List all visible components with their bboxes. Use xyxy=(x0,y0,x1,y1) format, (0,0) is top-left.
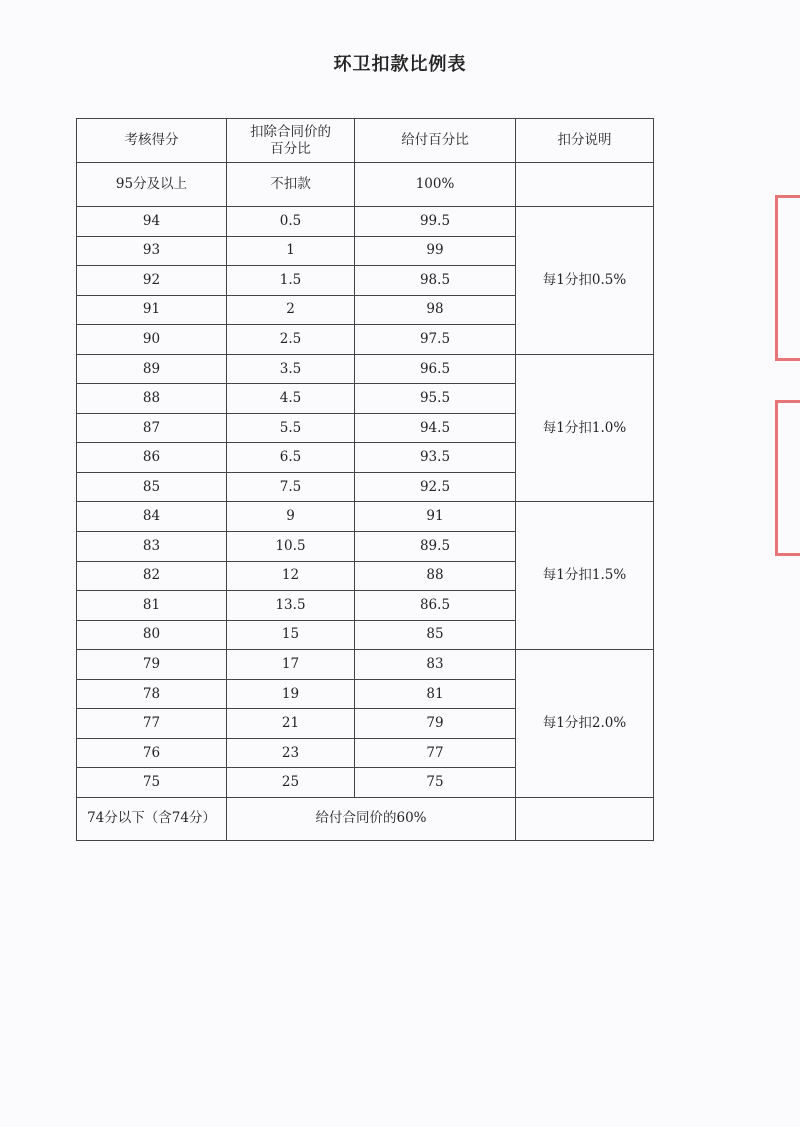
note-cell: 每1分扣1.5% xyxy=(516,502,654,650)
score-text: 74分以下（含74分） xyxy=(87,810,216,827)
pay-cell: 94.5 xyxy=(355,413,516,443)
note-cell: 每1分扣0.5% xyxy=(516,207,654,355)
pay-cell: 77 xyxy=(355,738,516,768)
score-cell: 79 xyxy=(77,650,227,680)
header-pay: 给付百分比 xyxy=(355,119,516,163)
score-cell: 86 xyxy=(77,443,227,473)
pay-cell: 99.5 xyxy=(355,207,516,237)
table-row xyxy=(77,650,654,680)
header-deduct xyxy=(227,119,355,163)
pay-cell: 89.5 xyxy=(355,532,516,562)
header-deduct-text: 扣除合同价的百分比 xyxy=(250,123,331,157)
deduct-cell: 17 xyxy=(227,650,355,680)
red-seal-fragment xyxy=(775,195,800,361)
pay-cell: 83 xyxy=(355,650,516,680)
pay-cell: 92.5 xyxy=(355,472,516,502)
red-seal-fragment xyxy=(775,400,800,556)
deduct-cell: 4.5 xyxy=(227,384,355,414)
deduct-cell: 1.5 xyxy=(227,266,355,296)
deduct-cell: 23 xyxy=(227,738,355,768)
header-score: 考核得分 xyxy=(77,119,227,163)
deduct-cell: 不扣款 xyxy=(227,163,355,207)
deduct-cell: 7.5 xyxy=(227,472,355,502)
pay-cell: 96.5 xyxy=(355,354,516,384)
score-cell: 91 xyxy=(77,295,227,325)
score-cell: 80 xyxy=(77,620,227,650)
pay-cell: 93.5 xyxy=(355,443,516,473)
deduct-cell: 10.5 xyxy=(227,532,355,562)
pay-cell: 97.5 xyxy=(355,325,516,355)
header-note: 扣分说明 xyxy=(516,119,654,163)
pay-cell: 99 xyxy=(355,236,516,266)
score-cell: 83 xyxy=(77,532,227,562)
score-cell: 92 xyxy=(77,266,227,296)
pay-cell: 86.5 xyxy=(355,591,516,621)
deduct-cell: 15 xyxy=(227,620,355,650)
table-row xyxy=(77,502,654,532)
pay-cell: 88 xyxy=(355,561,516,591)
pay-cell: 91 xyxy=(355,502,516,532)
pay-cell: 79 xyxy=(355,709,516,739)
pay-cell: 100% xyxy=(355,163,516,207)
pay-cell: 85 xyxy=(355,620,516,650)
pay-cell: 81 xyxy=(355,679,516,709)
score-cell: 75 xyxy=(77,768,227,798)
score-cell: 85 xyxy=(77,472,227,502)
pay-cell: 75 xyxy=(355,768,516,798)
score-cell: 81 xyxy=(77,591,227,621)
pay-cell: 给付合同价的60% xyxy=(227,797,516,840)
pay-cell: 95.5 xyxy=(355,384,516,414)
deduction-table xyxy=(76,118,654,841)
table-row xyxy=(77,797,654,840)
score-cell: 77 xyxy=(77,709,227,739)
note-cell xyxy=(516,797,654,840)
deduct-cell: 6.5 xyxy=(227,443,355,473)
header-row xyxy=(77,119,654,163)
pay-cell: 98.5 xyxy=(355,266,516,296)
note-cell: 每1分扣1.0% xyxy=(516,354,654,502)
deduct-cell: 3.5 xyxy=(227,354,355,384)
deduct-cell: 0.5 xyxy=(227,207,355,237)
score-cell: 93 xyxy=(77,236,227,266)
document-title: 环卫扣款比例表 xyxy=(333,54,467,75)
score-cell: 95分及以上 xyxy=(77,163,227,207)
table-row xyxy=(77,163,654,207)
score-cell: 89 xyxy=(77,354,227,384)
score-cell: 78 xyxy=(77,679,227,709)
note-cell xyxy=(516,163,654,207)
score-cell: 90 xyxy=(77,325,227,355)
note-cell: 每1分扣2.0% xyxy=(516,650,654,798)
deduct-cell: 9 xyxy=(227,502,355,532)
pay-cell: 98 xyxy=(355,295,516,325)
score-cell: 94 xyxy=(77,207,227,237)
score-cell: 87 xyxy=(77,413,227,443)
deduct-cell: 12 xyxy=(227,561,355,591)
table-row xyxy=(77,354,654,384)
deduct-cell: 21 xyxy=(227,709,355,739)
table-row xyxy=(77,207,654,237)
deduct-cell: 19 xyxy=(227,679,355,709)
score-cell xyxy=(77,797,227,840)
deduct-cell: 1 xyxy=(227,236,355,266)
deduct-cell: 2 xyxy=(227,295,355,325)
deduct-cell: 5.5 xyxy=(227,413,355,443)
score-cell: 82 xyxy=(77,561,227,591)
deduct-cell: 25 xyxy=(227,768,355,798)
score-cell: 88 xyxy=(77,384,227,414)
score-cell: 84 xyxy=(77,502,227,532)
deduct-cell: 2.5 xyxy=(227,325,355,355)
deduct-cell: 13.5 xyxy=(227,591,355,621)
score-cell: 76 xyxy=(77,738,227,768)
